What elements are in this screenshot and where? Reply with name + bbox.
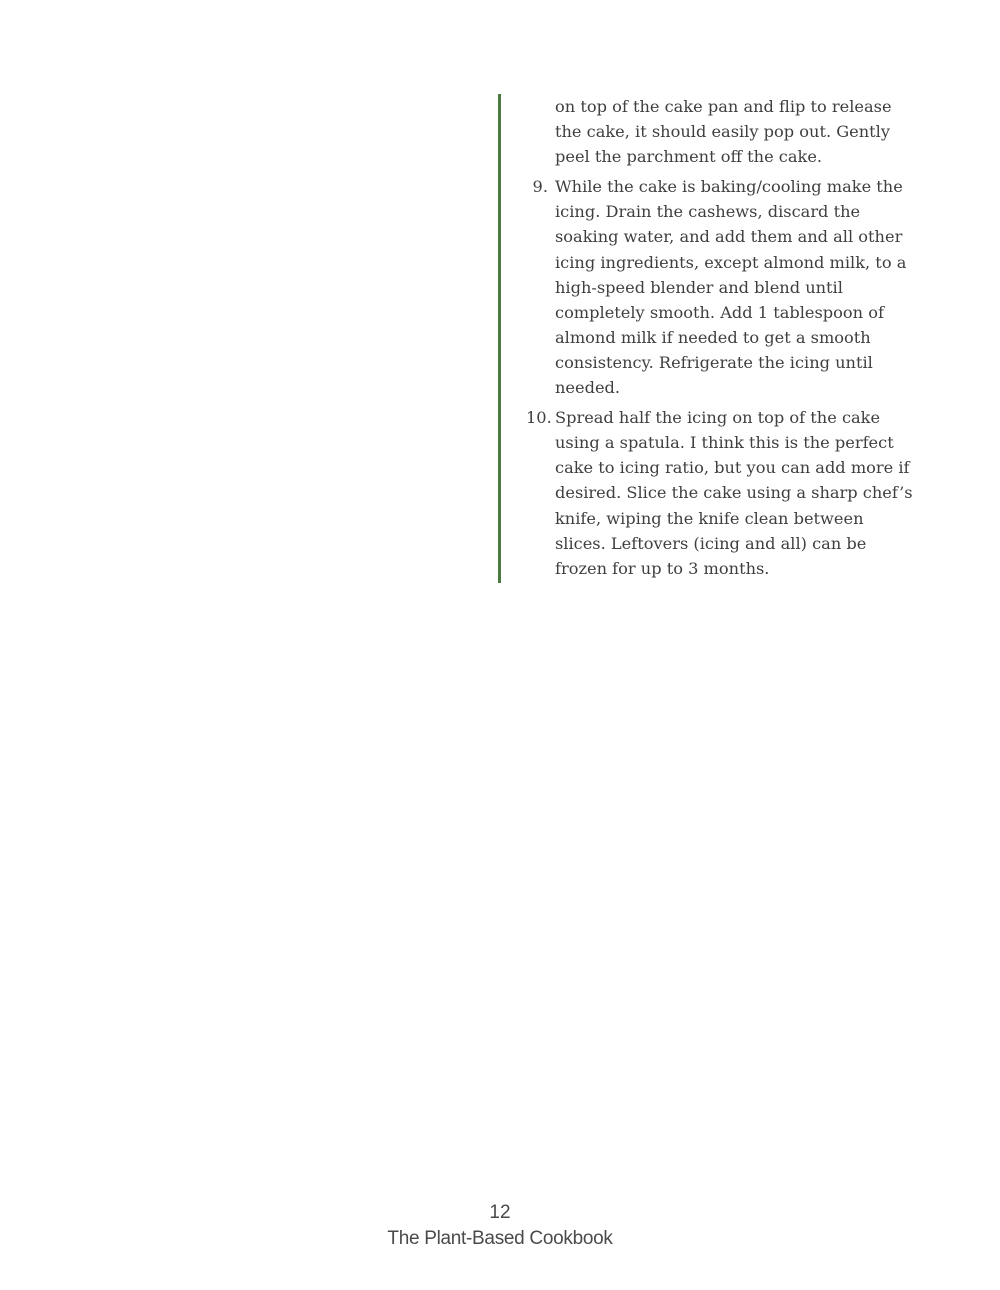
continued-step-text: on top of the cake pan and flip to release the cake, it should easily pop out. Gently peel the parchment off the cake. — [555, 97, 892, 167]
step-item — [526, 174, 918, 400]
book-title: The Plant-Based Cookbook — [387, 1228, 613, 1249]
step-number: 10. — [526, 408, 552, 428]
instructions-column — [498, 94, 918, 583]
page-footer — [0, 1200, 1000, 1252]
step-item — [526, 405, 918, 581]
step-text: While the cake is baking/cooling make the icing. Drain the cashews, discard the soaking water, and add them and all other icing ingredients, except almond milk, to a high-speed blender and blend until completely smooth. Add 1 tablespoon of almond milk if needed to get a smooth consistency. Refrigerate the icing until needed. — [555, 177, 907, 398]
page-number: 12 — [489, 1202, 511, 1223]
step-text: Spread half the icing on top of the cake using a spatula. I think this is the perfect cake to icing ratio, but you can add more if desired. Slice the cake using a sharp chef’s knife, wiping the knife clean between slices. Leftovers (icing and all) can be frozen for up to 3 months. — [555, 408, 913, 578]
step-number: 9. — [532, 177, 548, 197]
